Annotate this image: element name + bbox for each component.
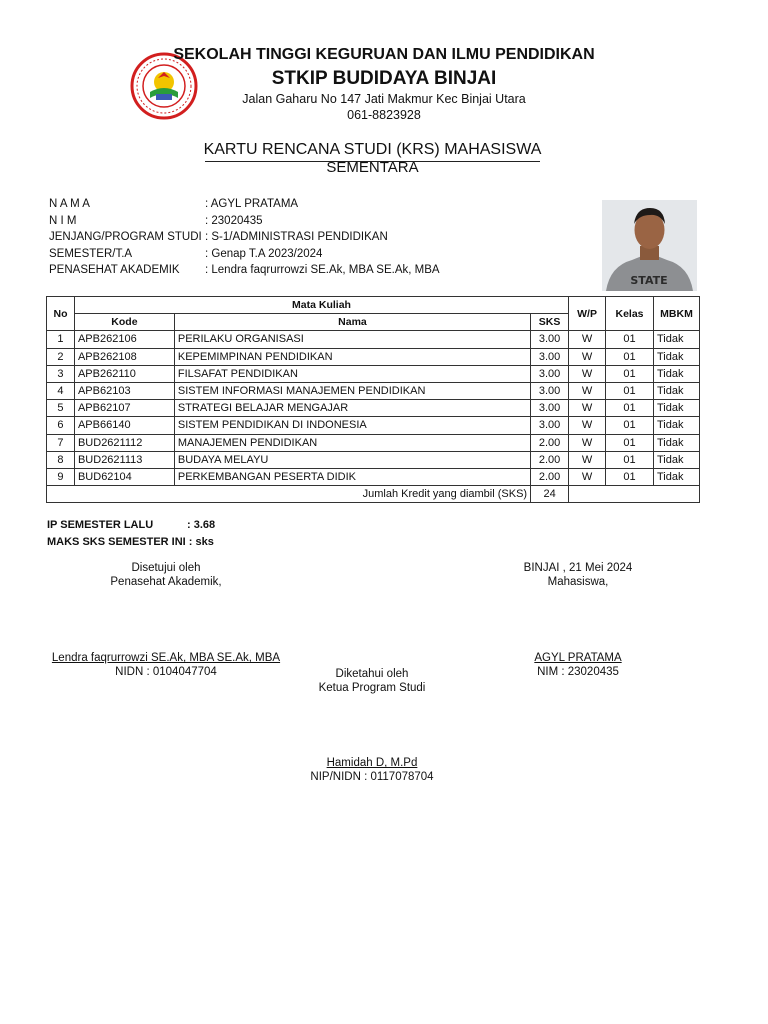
col-wp: W/P: [569, 297, 606, 331]
cell-nama: KEPEMIMPINAN PENDIDIKAN: [174, 348, 530, 365]
info-row-advisor: [49, 262, 440, 279]
cell-nama: FILSAFAT PENDIDIKAN: [174, 365, 530, 382]
table-row: [47, 434, 700, 451]
cell-wp: W: [569, 348, 606, 365]
cell-sks: 2.00: [531, 468, 569, 485]
cell-sks: 3.00: [531, 400, 569, 417]
col-sks: SKS: [531, 314, 569, 331]
maks-label: MAKS SKS SEMESTER INI: [47, 536, 186, 548]
info-row-name: [49, 196, 440, 213]
document-title: KARTU RENCANA STUDI (KRS) MAHASISWA: [203, 141, 542, 158]
table-row: [47, 348, 700, 365]
cell-wp: W: [569, 331, 606, 348]
info-row-program: [49, 229, 440, 246]
info-value: : 23020435: [205, 214, 263, 227]
cell-mbkm: Tidak: [653, 451, 699, 468]
col-kelas: Kelas: [606, 297, 654, 331]
institution-name: STKIP BUDIDAYA BINJAI: [271, 68, 497, 89]
cell-kelas: 01: [606, 382, 654, 399]
svg-text:STATE: STATE: [630, 274, 668, 287]
advisor-signature-block: [55, 561, 277, 589]
cell-kode: APB262110: [74, 365, 174, 382]
head-name: Hamidah D, M.Pd: [326, 757, 418, 769]
table-row: [47, 468, 700, 485]
semester-summary: [47, 517, 215, 551]
cell-mbkm: Tidak: [653, 434, 699, 451]
cell-kelas: 01: [606, 331, 654, 348]
head-id: NIP/NIDN : 0117078704: [310, 771, 434, 783]
cell-sks: 3.00: [531, 417, 569, 434]
total-label: Jumlah Kredit yang diambil (SKS): [47, 486, 531, 503]
advisor-name: Lendra faqrurrowzi SE.Ak, MBA SE.Ak, MBA: [51, 652, 281, 664]
student-signature-block: [490, 561, 666, 589]
col-mbkm: MBKM: [653, 297, 699, 331]
cell-kode: BUD62104: [74, 468, 174, 485]
table-header-row: [47, 297, 700, 314]
student-photo: [602, 200, 697, 291]
cell-wp: W: [569, 365, 606, 382]
info-label: SEMESTER/T.A: [49, 247, 133, 260]
cell-kelas: 01: [606, 365, 654, 382]
ip-value: : 3.68: [187, 519, 216, 531]
cell-nama: PERILAKU ORGANISASI: [174, 331, 530, 348]
cell-kelas: 01: [606, 451, 654, 468]
cell-no: 3: [47, 365, 75, 382]
cell-wp: W: [569, 400, 606, 417]
cell-nama: SISTEM INFORMASI MANAJEMEN PENDIDIKAN: [174, 382, 530, 399]
table-row: [47, 417, 700, 434]
cell-kode: BUD2621113: [74, 451, 174, 468]
cell-mbkm: Tidak: [653, 468, 699, 485]
cell-mbkm: Tidak: [653, 365, 699, 382]
info-value: : Genap T.A 2023/2024: [205, 247, 323, 260]
cell-nama: PERKEMBANGAN PESERTA DIDIK: [174, 468, 530, 485]
student-info: [49, 196, 440, 279]
institution-type: SEKOLAH TINGGI KEGURUAN DAN ILMU PENDIDIKAN: [173, 46, 595, 63]
cell-sks: 3.00: [531, 365, 569, 382]
advisor-approval-text: Disetujui oleh: [131, 562, 201, 574]
cell-mbkm: Tidak: [653, 382, 699, 399]
info-value: : AGYL PRATAMA: [205, 198, 299, 210]
head-signature-block: [272, 667, 472, 695]
table-row: [47, 382, 700, 399]
cell-wp: W: [569, 382, 606, 399]
cell-mbkm: Tidak: [653, 348, 699, 365]
ip-label: IP SEMESTER LALU: [47, 519, 154, 531]
cell-wp: W: [569, 417, 606, 434]
cell-mbkm: Tidak: [653, 400, 699, 417]
ip-row: [47, 517, 215, 534]
cell-kode: APB262108: [74, 348, 174, 365]
table-row: [47, 365, 700, 382]
cell-kode: APB62107: [74, 400, 174, 417]
cell-wp: W: [569, 451, 606, 468]
cell-wp: W: [569, 434, 606, 451]
student-id: NIM : 23020435: [537, 666, 619, 678]
head-role: Ketua Program Studi: [318, 682, 426, 694]
col-mata-kuliah: Mata Kuliah: [74, 297, 568, 314]
student-name: AGYL PRATAMA: [534, 652, 622, 664]
cell-sks: 2.00: [531, 434, 569, 451]
cell-no: 1: [47, 331, 75, 348]
cell-no: 6: [47, 417, 75, 434]
institution-phone: 061-8823928: [347, 108, 421, 122]
cell-kelas: 01: [606, 348, 654, 365]
cell-no: 8: [47, 451, 75, 468]
document-subtitle: SEMENTARA: [326, 159, 419, 176]
cell-nama: STRATEGI BELAJAR MENGAJAR: [174, 400, 530, 417]
advisor-signature-name-block: [30, 651, 302, 679]
cell-kode: APB66140: [74, 417, 174, 434]
table-row: [47, 400, 700, 417]
col-kode: Kode: [74, 314, 174, 331]
total-row: [47, 486, 700, 503]
cell-kode: APB262106: [74, 331, 174, 348]
info-row-semester: [49, 246, 440, 263]
advisor-id: NIDN : 0104047704: [115, 666, 217, 678]
cell-wp: W: [569, 468, 606, 485]
cell-kelas: 01: [606, 434, 654, 451]
cell-no: 5: [47, 400, 75, 417]
institution-address: Jalan Gaharu No 147 Jati Makmur Kec Binjai Utara: [242, 92, 526, 106]
cell-nama: MANAJEMEN PENDIDIKAN: [174, 434, 530, 451]
cell-kelas: 01: [606, 417, 654, 434]
cell-nama: BUDAYA MELAYU: [174, 451, 530, 468]
cell-kelas: 01: [606, 400, 654, 417]
maks-value: : sks: [188, 536, 214, 548]
course-table: [46, 296, 700, 503]
info-label: PENASEHAT AKADEMIK: [49, 264, 180, 276]
cell-no: 2: [47, 348, 75, 365]
col-no: No: [47, 297, 75, 331]
info-row-nim: [49, 213, 440, 230]
cell-kode: APB62103: [74, 382, 174, 399]
maks-row: [47, 534, 215, 551]
cell-no: 4: [47, 382, 75, 399]
student-role: Mahasiswa,: [547, 576, 609, 588]
info-label: N I M: [49, 214, 77, 227]
cell-nama: SISTEM PENDIDIKAN DI INDONESIA: [174, 417, 530, 434]
head-acknowledge-text: Diketahui oleh: [335, 668, 409, 680]
cell-mbkm: Tidak: [653, 417, 699, 434]
total-value: 24: [531, 486, 569, 503]
info-value: : S-1/ADMINISTRASI PENDIDIKAN: [205, 231, 388, 243]
cell-sks: 3.00: [531, 382, 569, 399]
student-signature-name-block: [490, 651, 666, 679]
cell-mbkm: Tidak: [653, 331, 699, 348]
col-nama: Nama: [174, 314, 530, 331]
info-value: : Lendra faqrurrowzi SE.Ak, MBA SE.Ak, MBA: [205, 264, 440, 276]
head-signature-name-block: [272, 756, 472, 784]
cell-sks: 2.00: [531, 451, 569, 468]
info-label: JENJANG/PROGRAM STUDI: [49, 231, 202, 243]
cell-sks: 3.00: [531, 331, 569, 348]
cell-no: 7: [47, 434, 75, 451]
cell-kode: BUD2621112: [74, 434, 174, 451]
info-label: N A M A: [49, 198, 90, 210]
table-row: [47, 331, 700, 348]
cell-kelas: 01: [606, 468, 654, 485]
sign-place-date: BINJAI , 21 Mei 2024: [523, 562, 633, 574]
cell-no: 9: [47, 468, 75, 485]
total-empty: [569, 486, 700, 503]
cell-sks: 3.00: [531, 348, 569, 365]
advisor-role: Penasehat Akademik,: [110, 576, 222, 588]
table-row: [47, 451, 700, 468]
